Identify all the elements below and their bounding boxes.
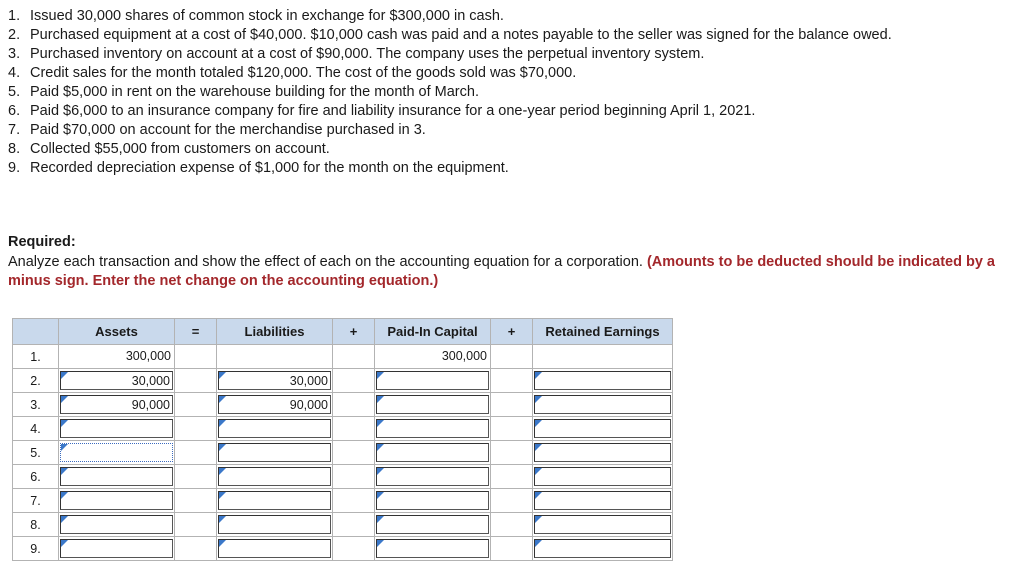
header-assets: Assets bbox=[59, 319, 175, 345]
dropdown-indicator-icon bbox=[61, 444, 68, 451]
transaction-text: Credit sales for the month totaled $120,000. The cost of the goods sold was $70,000. bbox=[30, 65, 577, 81]
liabilities-input[interactable]: 90,000 bbox=[218, 395, 331, 414]
dropdown-indicator-icon bbox=[535, 396, 542, 403]
assets-input[interactable] bbox=[60, 539, 173, 558]
dropdown-indicator-icon bbox=[61, 420, 68, 427]
liabilities-input[interactable]: 30,000 bbox=[218, 371, 331, 390]
table-row bbox=[13, 369, 673, 393]
instruction-emphasis: (Amounts to be deducted should be indicated by a minus sign. Enter the net change on the accounting equation.) bbox=[8, 253, 995, 289]
dropdown-indicator-icon bbox=[535, 492, 542, 499]
required-instruction bbox=[8, 253, 1013, 292]
dropdown-indicator-icon bbox=[535, 444, 542, 451]
retained-earnings-cell bbox=[533, 345, 673, 369]
row-number: 2. bbox=[13, 369, 59, 393]
liabilities-input[interactable] bbox=[218, 491, 331, 510]
dropdown-indicator-icon bbox=[61, 468, 68, 475]
dropdown-indicator-icon bbox=[219, 492, 226, 499]
transaction-text: Paid $70,000 on account for the merchandise purchased in 3. bbox=[30, 122, 426, 138]
dropdown-indicator-icon bbox=[377, 540, 384, 547]
header-retained-earnings: Retained Earnings bbox=[533, 319, 673, 345]
dropdown-indicator-icon bbox=[535, 372, 542, 379]
retained-earnings-input[interactable] bbox=[534, 539, 671, 558]
dropdown-indicator-icon bbox=[61, 372, 68, 379]
instruction-text: Analyze each transaction and show the effect of each on the accounting equation for a corporation. bbox=[8, 253, 643, 270]
dropdown-indicator-icon bbox=[535, 516, 542, 523]
row-number: 4. bbox=[13, 417, 59, 441]
dropdown-indicator-icon bbox=[219, 372, 226, 379]
dropdown-indicator-icon bbox=[61, 396, 68, 403]
dropdown-indicator-icon bbox=[61, 516, 68, 523]
assets-input[interactable] bbox=[60, 515, 173, 534]
assets-input[interactable]: 30,000 bbox=[60, 371, 173, 390]
paid-in-capital-input[interactable] bbox=[376, 491, 489, 510]
dropdown-indicator-icon bbox=[377, 420, 384, 427]
transaction-list bbox=[8, 7, 1013, 178]
dropdown-indicator-icon bbox=[377, 468, 384, 475]
dropdown-indicator-icon bbox=[377, 396, 384, 403]
transaction-text: Paid $5,000 in rent on the warehouse building for the month of March. bbox=[30, 84, 479, 100]
row-number: 8. bbox=[13, 513, 59, 537]
paid-in-capital-input[interactable] bbox=[376, 443, 489, 462]
retained-earnings-input[interactable] bbox=[534, 515, 671, 534]
dropdown-indicator-icon bbox=[377, 492, 384, 499]
row-number: 5. bbox=[13, 441, 59, 465]
dropdown-indicator-icon bbox=[61, 492, 68, 499]
liabilities-cell bbox=[217, 345, 333, 369]
row-number: 3. bbox=[13, 393, 59, 417]
paid-in-capital-input[interactable] bbox=[376, 539, 489, 558]
dropdown-indicator-icon bbox=[535, 420, 542, 427]
transaction-item: 6. Paid $6,000 to an insurance company for fire and liability insurance for a one-year period beginning April 1, 2021. bbox=[8, 103, 756, 119]
header-row bbox=[13, 319, 673, 345]
transaction-text: Purchased equipment at a cost of $40,000. $10,000 cash was paid and a notes payable to the seller was signed for the balance owed. bbox=[30, 27, 892, 43]
table-row bbox=[13, 465, 673, 489]
liabilities-input[interactable] bbox=[218, 539, 331, 558]
transaction-text: Purchased inventory on account at a cost of $90,000. The company uses the perpetual inventory system. bbox=[30, 46, 705, 62]
header-paid-in-capital: Paid-In Capital bbox=[375, 319, 491, 345]
dropdown-indicator-icon bbox=[377, 372, 384, 379]
header-plus: + bbox=[491, 319, 533, 345]
assets-input[interactable] bbox=[60, 467, 173, 486]
paid-in-capital-input[interactable] bbox=[376, 371, 489, 390]
paid-in-capital-cell: 300,000 bbox=[375, 345, 491, 369]
dropdown-indicator-icon bbox=[377, 444, 384, 451]
assets-input[interactable] bbox=[60, 491, 173, 510]
assets-input[interactable]: 90,000 bbox=[60, 395, 173, 414]
liabilities-input[interactable] bbox=[218, 419, 331, 438]
header-equals: = bbox=[175, 319, 217, 345]
dropdown-indicator-icon bbox=[219, 516, 226, 523]
retained-earnings-input[interactable] bbox=[534, 443, 671, 462]
liabilities-input[interactable] bbox=[218, 443, 331, 462]
row-number: 1. bbox=[13, 345, 59, 369]
dropdown-indicator-icon bbox=[535, 540, 542, 547]
table-row bbox=[13, 489, 673, 513]
header-plus: + bbox=[333, 319, 375, 345]
table-row bbox=[13, 345, 673, 369]
transaction-item: 5. Paid $5,000 in rent on the warehouse building for the month of March. bbox=[8, 84, 479, 100]
accounting-equation-table bbox=[12, 318, 673, 561]
paid-in-capital-input[interactable] bbox=[376, 467, 489, 486]
row-number: 9. bbox=[13, 537, 59, 561]
table-row bbox=[13, 417, 673, 441]
row-number: 7. bbox=[13, 489, 59, 513]
dropdown-indicator-icon bbox=[377, 516, 384, 523]
table-row bbox=[13, 393, 673, 417]
transaction-item: 3. Purchased inventory on account at a cost of $90,000. The company uses the perpetual inventory system. bbox=[8, 46, 705, 62]
transaction-text: Collected $55,000 from customers on account. bbox=[30, 141, 330, 157]
required-section bbox=[8, 233, 1013, 292]
retained-earnings-input[interactable] bbox=[534, 371, 671, 390]
liabilities-input[interactable] bbox=[218, 467, 331, 486]
table-row bbox=[13, 441, 673, 465]
retained-earnings-input[interactable] bbox=[534, 467, 671, 486]
transaction-text: Recorded depreciation expense of $1,000 for the month on the equipment. bbox=[30, 160, 509, 176]
transaction-item: 1. Issued 30,000 shares of common stock in exchange for $300,000 in cash. bbox=[8, 8, 504, 24]
liabilities-input[interactable] bbox=[218, 515, 331, 534]
dropdown-indicator-icon bbox=[219, 396, 226, 403]
transaction-item: 8. Collected $55,000 from customers on account. bbox=[8, 141, 330, 157]
retained-earnings-input[interactable] bbox=[534, 491, 671, 510]
transaction-text: Paid $6,000 to an insurance company for fire and liability insurance for a one-year period beginning April 1, 2021. bbox=[30, 103, 756, 119]
paid-in-capital-input[interactable] bbox=[376, 419, 489, 438]
dropdown-indicator-icon bbox=[219, 420, 226, 427]
dropdown-indicator-icon bbox=[535, 468, 542, 475]
transaction-item: 7. Paid $70,000 on account for the merchandise purchased in 3. bbox=[8, 122, 426, 138]
transaction-item: 2. Purchased equipment at a cost of $40,000. $10,000 cash was paid and a notes payable to the seller was signed for the balance owed. bbox=[8, 27, 892, 43]
table-row bbox=[13, 537, 673, 561]
assets-input[interactable] bbox=[60, 419, 173, 438]
header-liabilities: Liabilities bbox=[217, 319, 333, 345]
dropdown-indicator-icon bbox=[219, 468, 226, 475]
assets-input[interactable] bbox=[60, 443, 173, 462]
paid-in-capital-input[interactable] bbox=[376, 395, 489, 414]
row-number: 6. bbox=[13, 465, 59, 489]
header-blank bbox=[13, 319, 59, 345]
transaction-item: 9. Recorded depreciation expense of $1,000 for the month on the equipment. bbox=[8, 160, 509, 176]
table-row bbox=[13, 513, 673, 537]
retained-earnings-input[interactable] bbox=[534, 395, 671, 414]
dropdown-indicator-icon bbox=[61, 540, 68, 547]
assets-cell: 300,000 bbox=[59, 345, 175, 369]
transaction-text: Issued 30,000 shares of common stock in exchange for $300,000 in cash. bbox=[30, 8, 504, 24]
retained-earnings-input[interactable] bbox=[534, 419, 671, 438]
dropdown-indicator-icon bbox=[219, 444, 226, 451]
transaction-item: 4. Credit sales for the month totaled $120,000. The cost of the goods sold was $70,000. bbox=[8, 65, 577, 81]
dropdown-indicator-icon bbox=[219, 540, 226, 547]
required-heading: Required: bbox=[8, 234, 76, 250]
paid-in-capital-input[interactable] bbox=[376, 515, 489, 534]
